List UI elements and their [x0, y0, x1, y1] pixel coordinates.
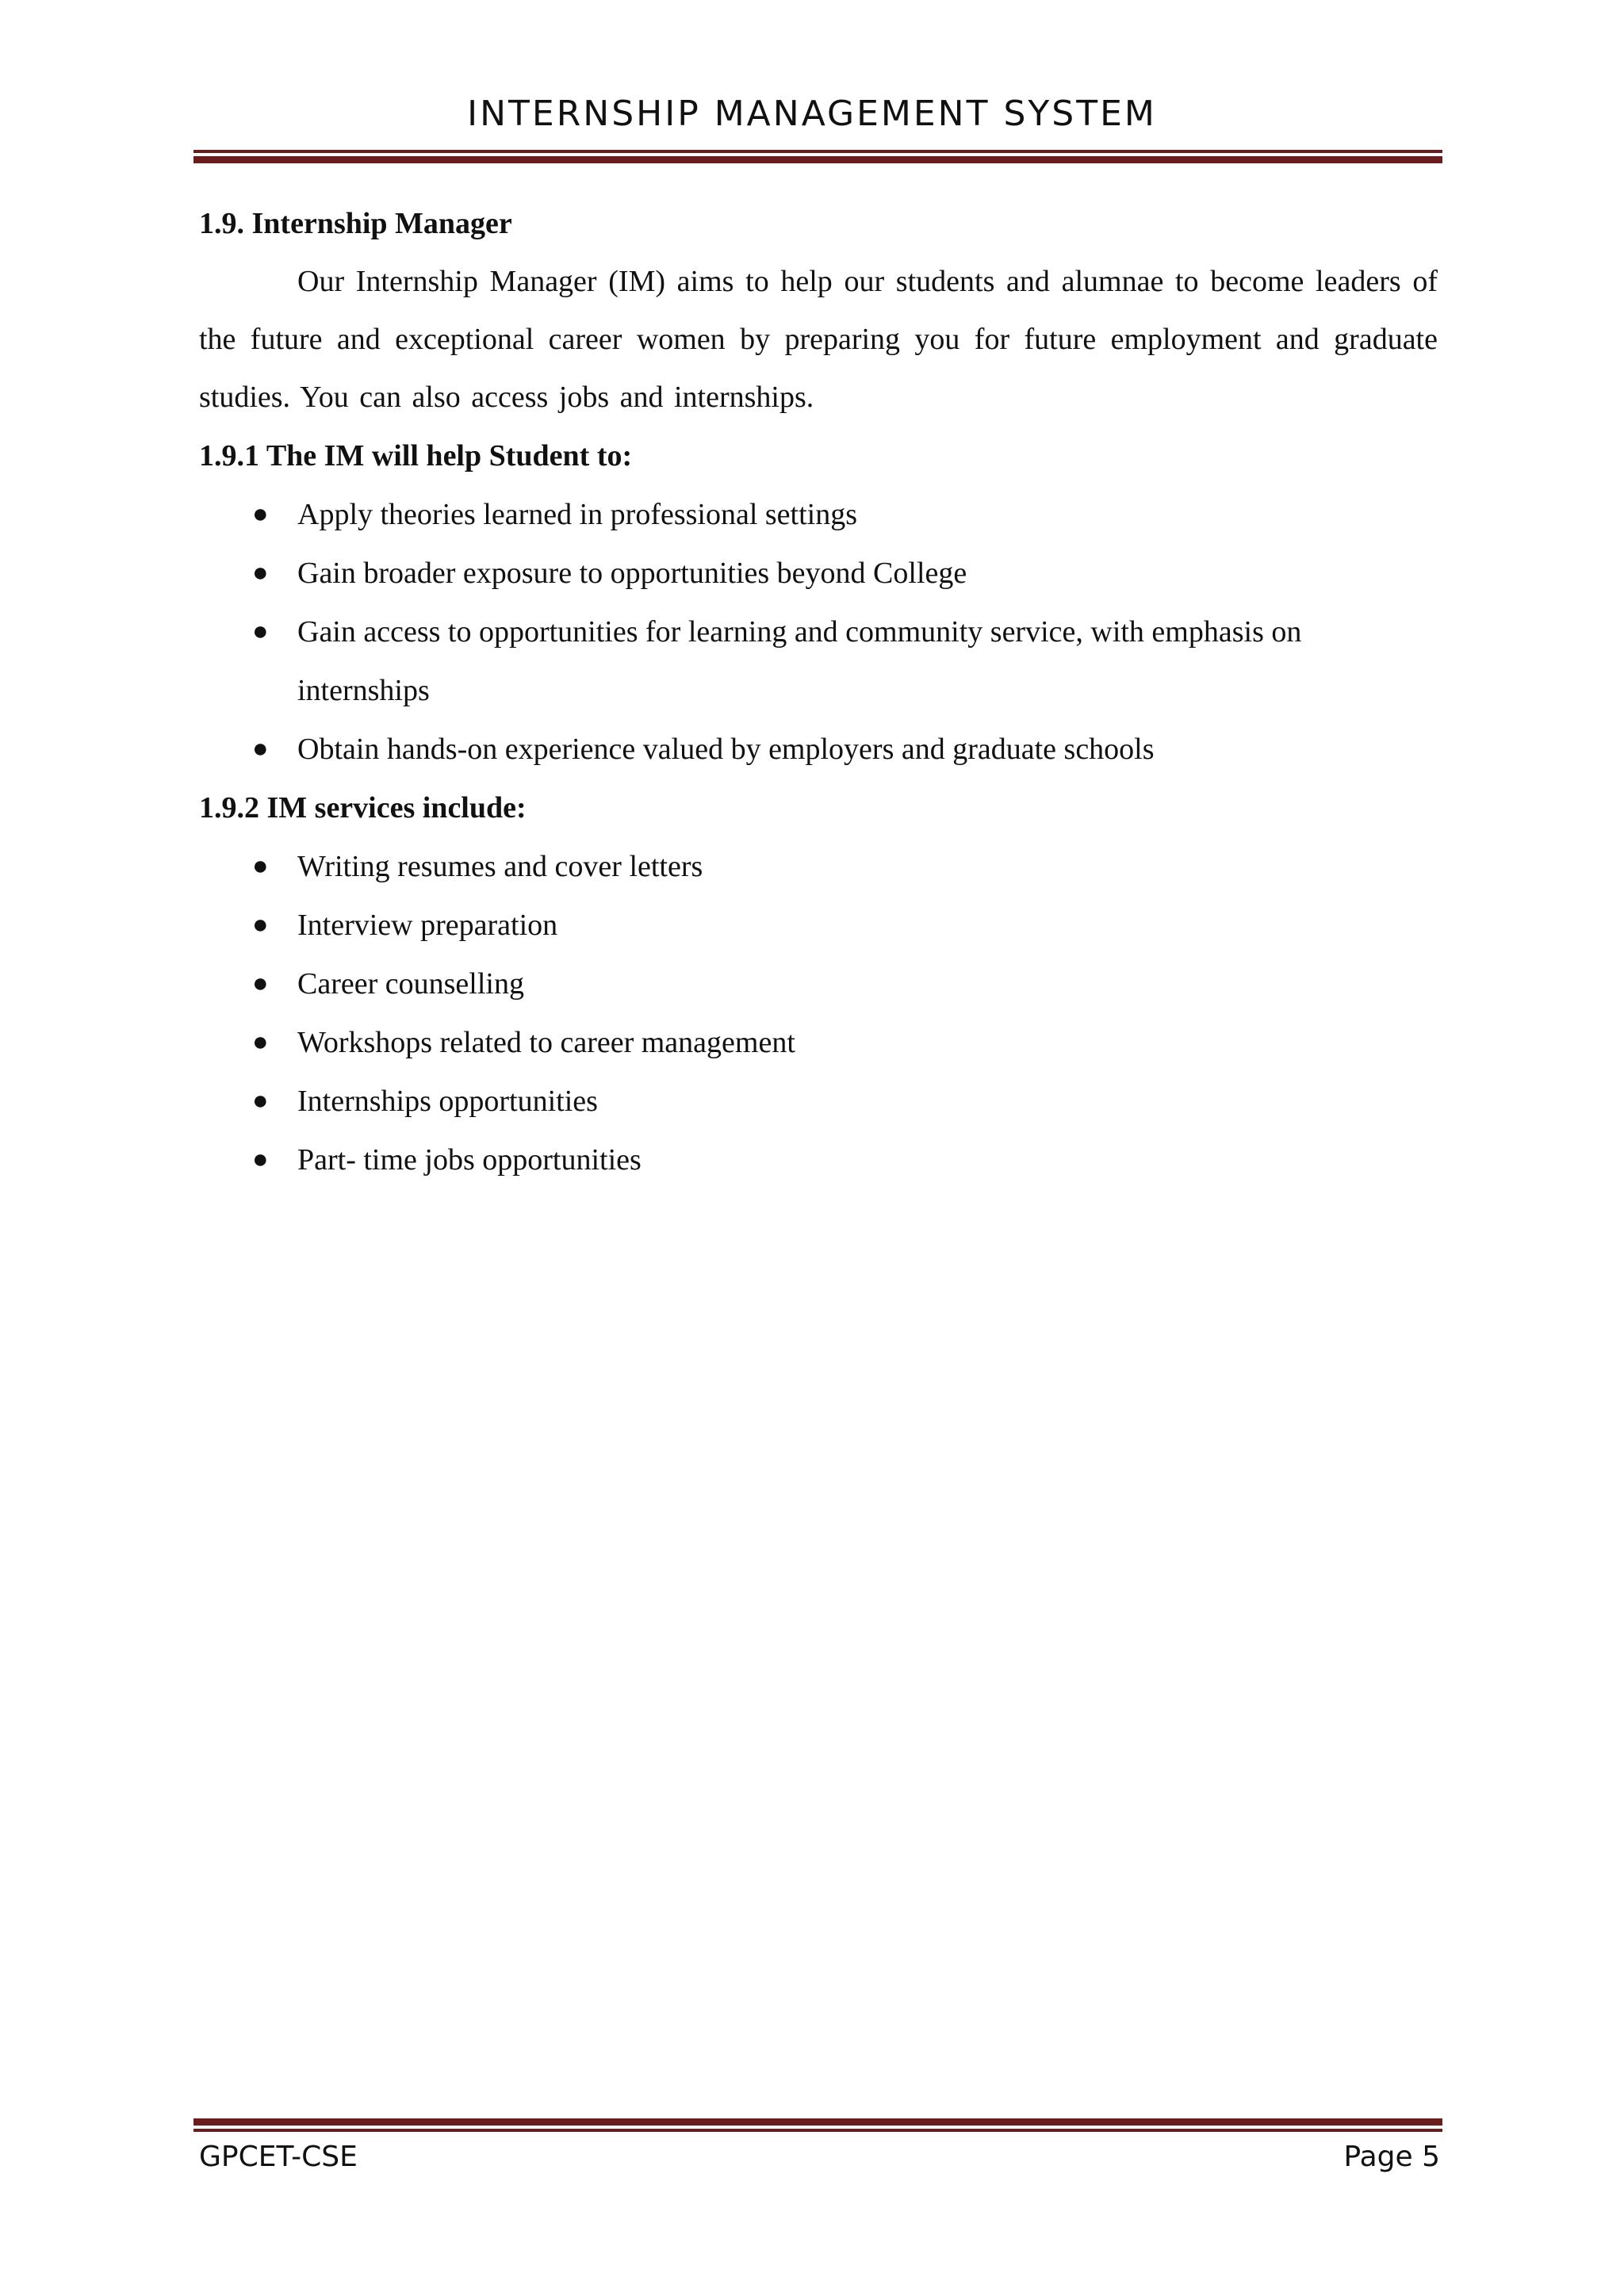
list-item [199, 955, 1438, 1013]
list-item-text: Gain broader exposure to opportunities beyond College [297, 557, 967, 590]
footer-department: GPCET-CSE [199, 2141, 358, 2173]
footer-rule-thin [193, 2129, 1442, 2132]
list-item [199, 485, 1438, 544]
bullet-icon: ● [252, 558, 269, 587]
intro-paragraph: Our Internship Manager (IM) aims to help our students and alumnae to become leaders of the future and exceptional career women by preparing you for future employment and graduate studies. You can also access jobs and internships. [199, 265, 1438, 414]
section-heading-1-9-2: 1.9.2 IM services include: [199, 791, 527, 825]
list-item [199, 603, 1438, 720]
header-rule-thick [193, 156, 1442, 163]
list-item-text: Apply theories learned in professional settings [297, 498, 858, 531]
list-item-text: Internships opportunities [297, 1085, 598, 1118]
list-item-text: Career counselling [297, 967, 524, 1001]
list-item-text: Interview preparation [297, 909, 558, 942]
student-help-list [199, 485, 1438, 779]
page-body [199, 194, 1438, 1189]
footer-page-number: Page 5 [1343, 2141, 1440, 2173]
list-item-text: Part- time jobs opportunities [297, 1143, 642, 1177]
list-item [199, 1013, 1438, 1072]
bullet-icon: ● [252, 910, 269, 939]
list-item-text: Gain access to opportunities for learning and community service, with emphasis on internships [297, 615, 1302, 707]
running-header-title: INTERNSHIP MANAGEMENT SYSTEM [467, 94, 1157, 134]
list-item-text: Obtain hands-on experience valued by employers and graduate schools [297, 733, 1155, 766]
list-item [199, 720, 1438, 779]
list-item [199, 896, 1438, 955]
bullet-icon: ● [252, 499, 269, 529]
list-item-text: Writing resumes and cover letters [297, 850, 703, 883]
section-heading-1-9-1: 1.9.1 The IM will help Student to: [199, 439, 633, 473]
list-item-text: Workshops related to career management [297, 1026, 795, 1059]
bullet-icon: ● [252, 1145, 269, 1174]
section-heading-1-9: 1.9. Internship Manager [199, 207, 512, 240]
bullet-icon: ● [252, 617, 269, 646]
list-item [199, 1131, 1438, 1189]
list-item [199, 544, 1438, 603]
bullet-icon: ● [252, 969, 269, 998]
list-item [199, 1072, 1438, 1131]
bullet-icon: ● [252, 734, 269, 763]
bullet-icon: ● [252, 1027, 269, 1057]
list-item [199, 837, 1438, 896]
services-list [199, 837, 1438, 1189]
bullet-icon: ● [252, 851, 269, 881]
footer-rule-thick [193, 2118, 1442, 2126]
header-rule-thin [193, 150, 1442, 153]
bullet-icon: ● [252, 1086, 269, 1115]
